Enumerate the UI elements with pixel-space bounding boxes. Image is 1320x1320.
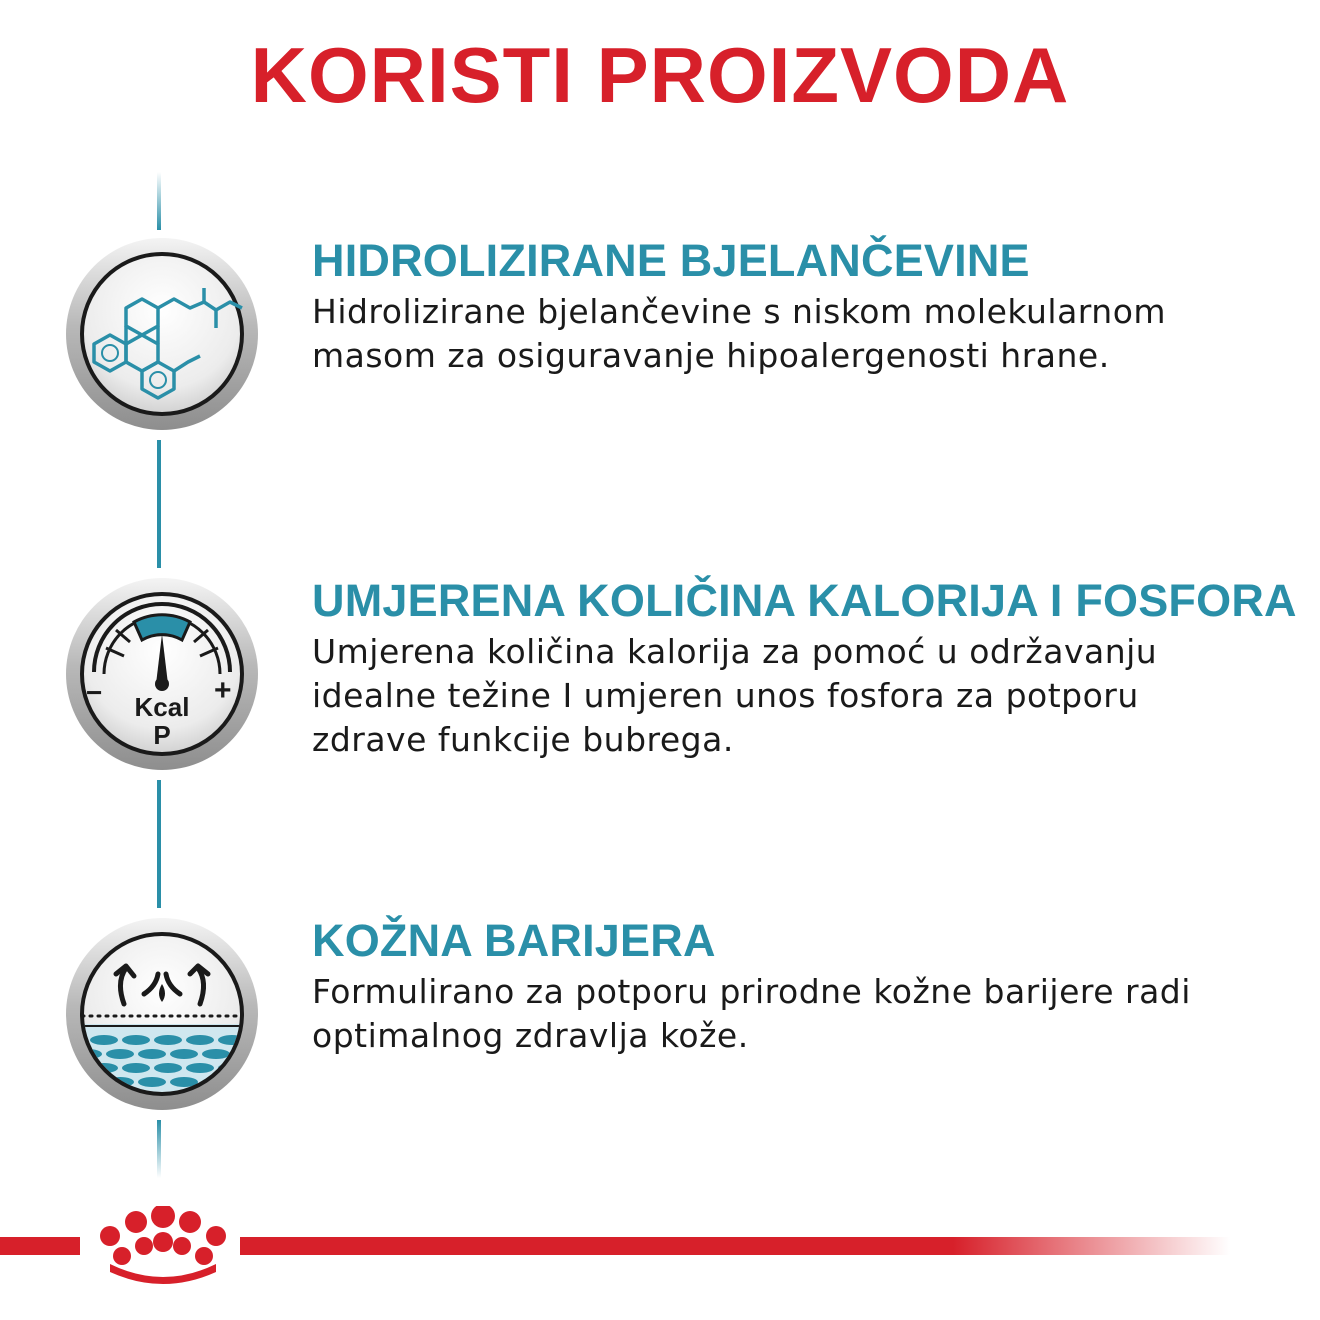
benefit-line: Formulirano za potporu prirodne kožne barijere radi [312, 971, 1191, 1011]
timeline-segment [157, 172, 161, 230]
benefit-heading: KOŽNA BARIJERA [312, 915, 716, 966]
royal-canin-crown-logo [88, 1206, 238, 1286]
footer-red-line-right [240, 1237, 1230, 1255]
skin-barrier-icon [64, 916, 260, 1112]
gauge-minus: − [86, 677, 103, 708]
benefit-heading: UMJERENA KOLIČINA KALORIJA I FOSFORA [312, 575, 1297, 626]
benefit-line: optimalnog zdravlja kože. [312, 1015, 749, 1055]
benefit-item [312, 576, 1302, 762]
benefit-heading: HIDROLIZIRANE BJELANČEVINE [312, 235, 1030, 286]
gauge-p-label: P [153, 720, 171, 750]
timeline-segment [157, 440, 161, 568]
benefit-line: Hidrolizirane bjelančevine s niskom molekularnom [312, 291, 1167, 331]
calorie-gauge-icon [64, 576, 260, 772]
timeline-segment [157, 780, 161, 908]
benefit-line: Umjerena količina kalorija za pomoć u održavanju [312, 631, 1158, 671]
gauge-plus: + [214, 674, 232, 707]
benefit-description [312, 290, 1302, 378]
benefit-line: idealne težine I umjeren unos fosfora za potporu [312, 675, 1139, 715]
gauge-kcal-label: Kcal [134, 692, 190, 722]
timeline-segment [157, 1120, 161, 1178]
benefit-description [312, 970, 1302, 1058]
benefit-item [312, 916, 1302, 1058]
footer-red-line-left [0, 1237, 80, 1255]
benefit-description [312, 630, 1302, 762]
page-title: KORISTI PROIZVODA [250, 31, 1070, 119]
benefit-line: zdrave funkcije bubrega. [312, 719, 734, 759]
benefit-item [312, 236, 1302, 378]
molecule-icon [64, 236, 260, 432]
benefit-line: masom za osiguravanje hipoalergenosti hrane. [312, 335, 1110, 375]
